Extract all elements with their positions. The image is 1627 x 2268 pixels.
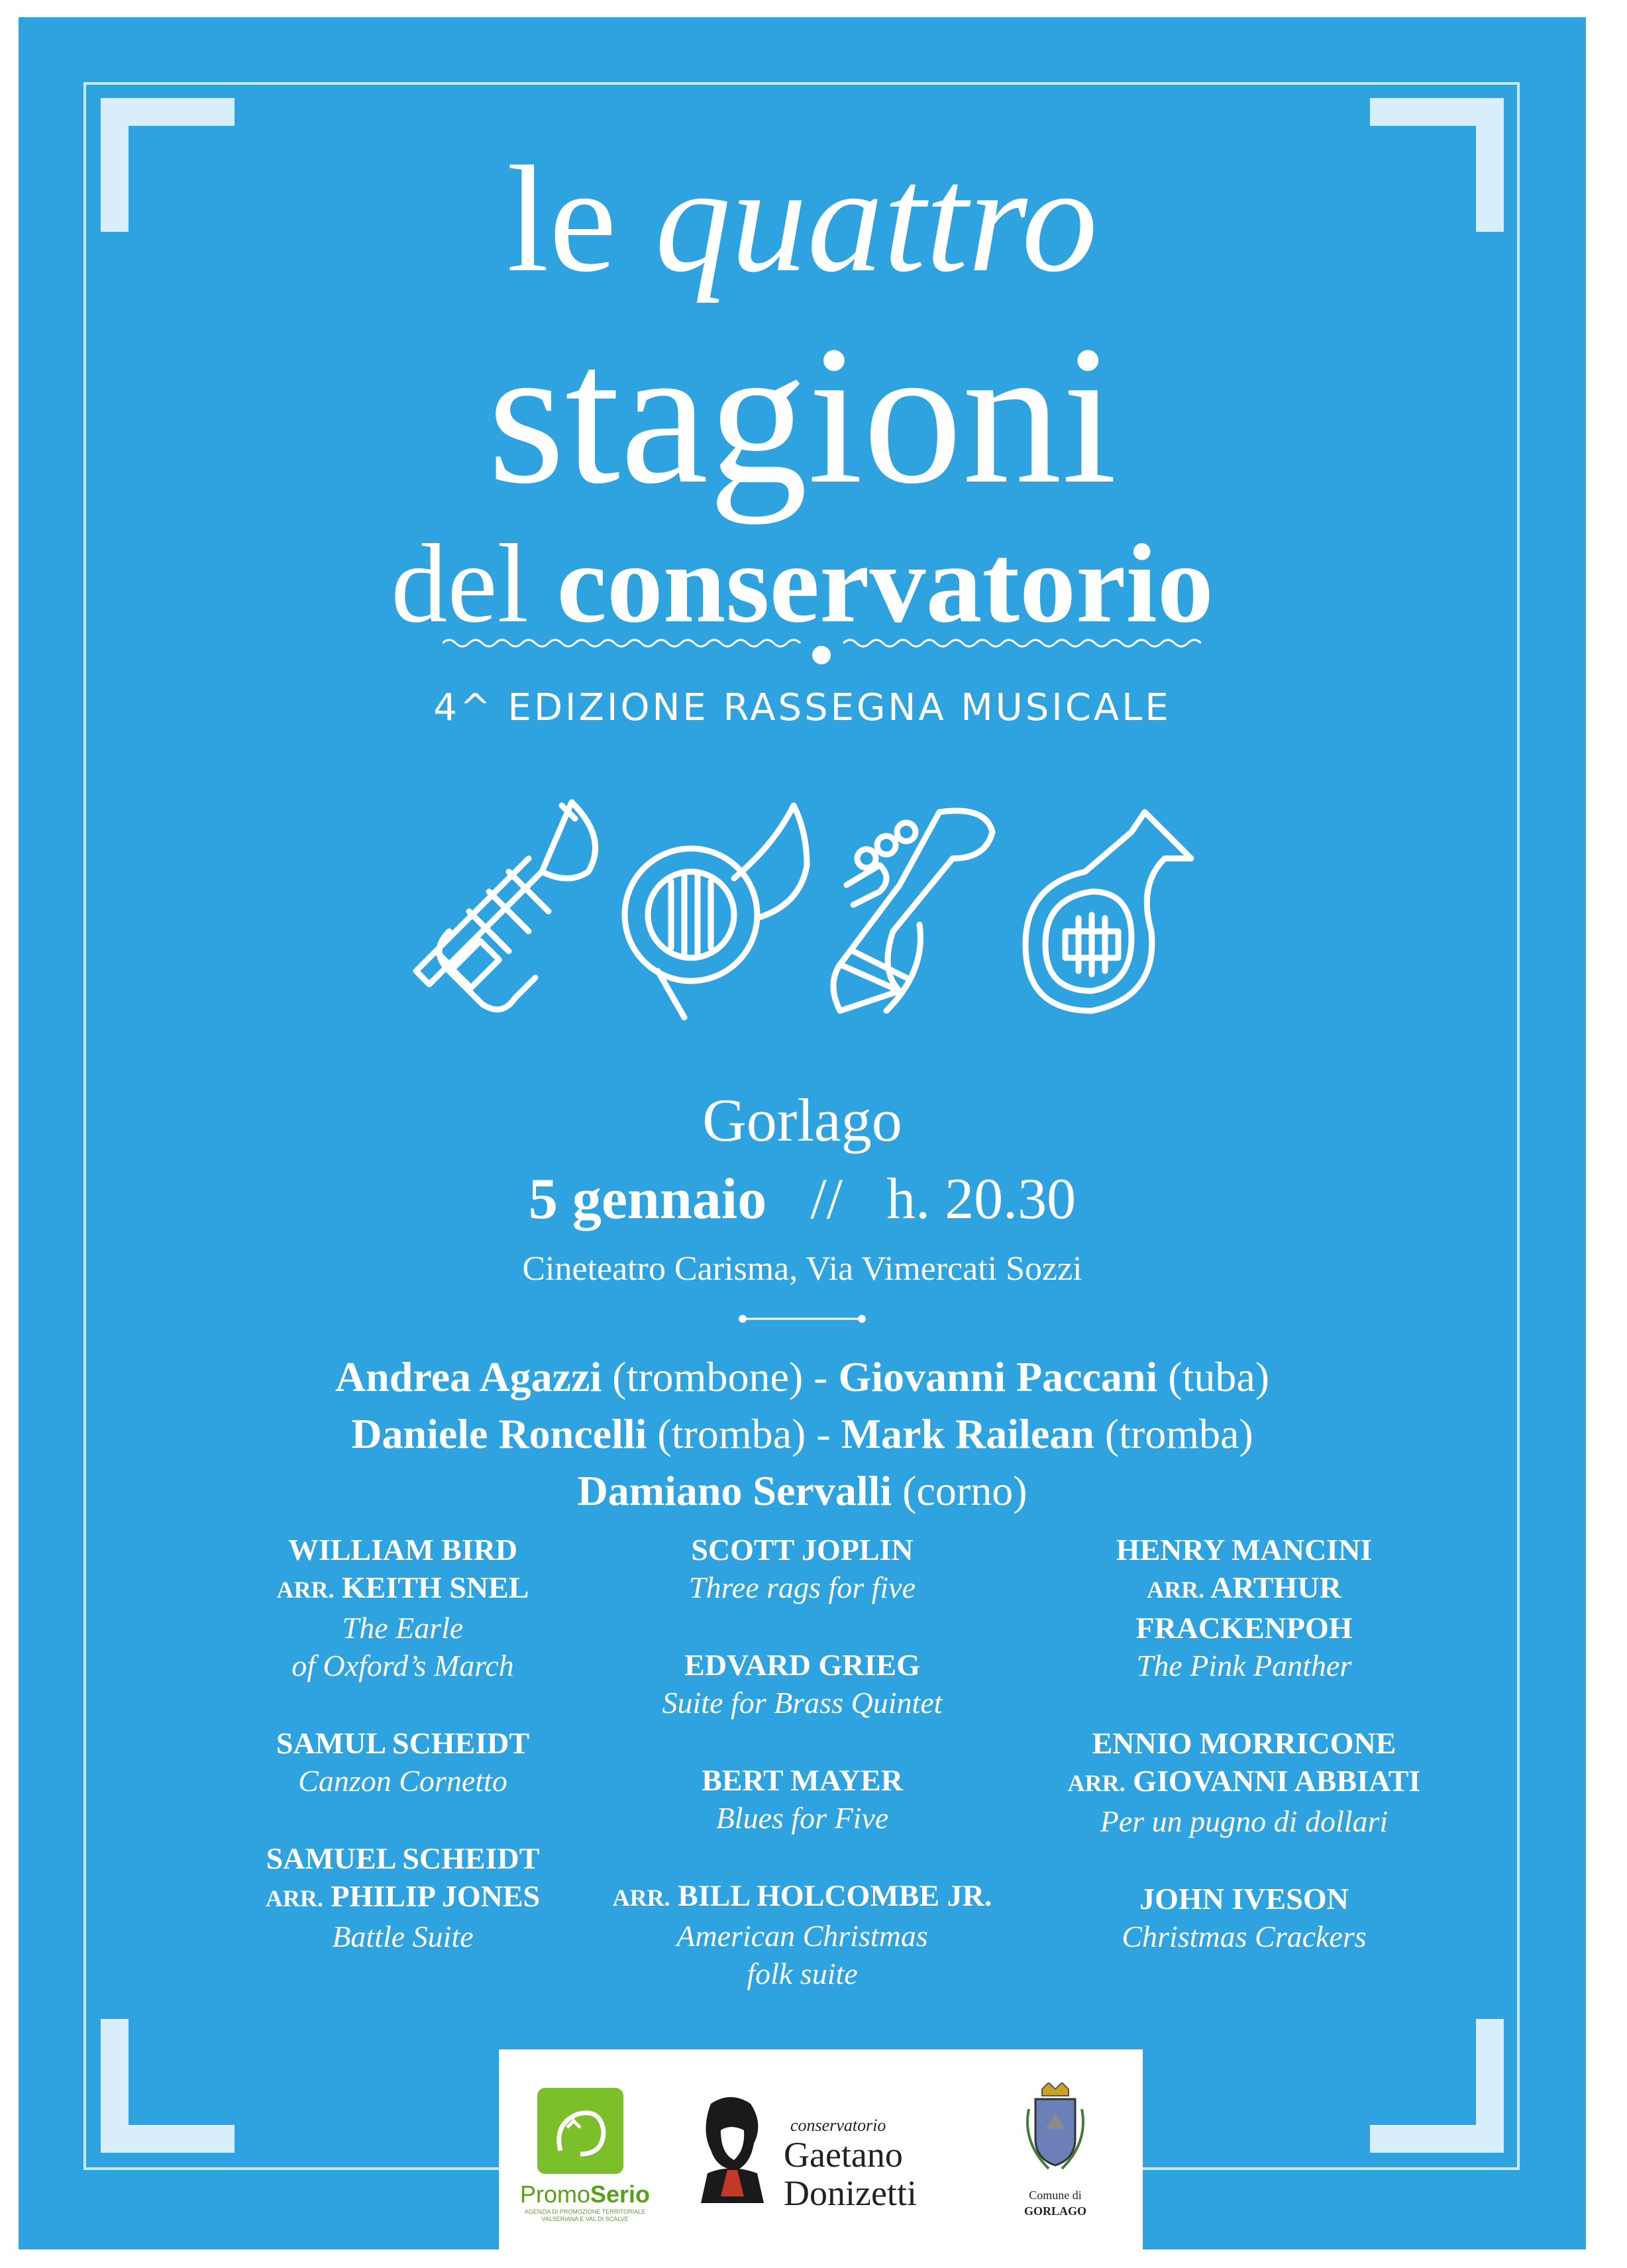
- title-del: del: [391, 521, 529, 646]
- piece-title: The Earle: [342, 1611, 464, 1645]
- brass-instruments-illustration: [409, 799, 1231, 1024]
- musicians-line-2: [19, 1406, 1586, 1463]
- french-horn-icon: [625, 805, 807, 1017]
- title-line-3: [19, 521, 1586, 646]
- poster: [19, 17, 1586, 2249]
- piece-title: folk suite: [747, 1957, 858, 1990]
- composer: SAMUEL SCHEIDT: [266, 1841, 540, 1875]
- arranger-name: KEITH SNEL: [342, 1571, 529, 1604]
- musician-instrument: (tuba): [1168, 1353, 1270, 1400]
- musicians-line-1: [19, 1349, 1586, 1406]
- arranger-name: ARTHUR: [1210, 1571, 1341, 1604]
- event-date: 5 gennaio: [528, 1167, 767, 1231]
- gorlago-crest-icon: [1022, 2083, 1088, 2175]
- composer: ENNIO MORRICONE: [1092, 1726, 1396, 1760]
- event-date-time: [19, 1166, 1586, 1233]
- piece-title: Per un pugno di dollari: [1100, 1804, 1389, 1838]
- program-piece: [1012, 1531, 1476, 1684]
- piece-title: Blues for Five: [715, 1801, 889, 1835]
- program-column-3: [1012, 1531, 1476, 1995]
- donizetti-portrait-icon: [691, 2090, 770, 2203]
- title-le: le: [506, 134, 617, 303]
- promoserio-mark-icon: [537, 2088, 623, 2174]
- dash: -: [814, 1353, 828, 1400]
- musician-name: Mark Railean: [841, 1410, 1094, 1457]
- arr-label: ARR.: [612, 1884, 670, 1911]
- conservatorio-logo[interactable]: [691, 2049, 943, 2249]
- program-piece: [171, 1839, 635, 1955]
- musician-name: Giovanni Paccani: [838, 1353, 1158, 1400]
- composer: BERT MAYER: [702, 1763, 903, 1797]
- conservatorio-name-2: Donizetti: [784, 2173, 917, 2213]
- arranger-name: BILL HOLCOMBE JR.: [678, 1879, 992, 1912]
- comune-gorlago-logo[interactable]: [989, 2049, 1122, 2249]
- musicians-list: [19, 1349, 1586, 1520]
- program-piece: [570, 1531, 1034, 1606]
- tuba-icon: [1025, 812, 1191, 1011]
- piece-title: Three rags for five: [689, 1571, 916, 1604]
- program-piece: [1012, 1880, 1476, 1955]
- corner-bottom-right: [1370, 2019, 1504, 2153]
- program-piece: [570, 1877, 1034, 1992]
- program-piece: [570, 1646, 1034, 1722]
- musician-instrument: (corno): [902, 1467, 1027, 1514]
- musician-instrument: (tromba): [1104, 1410, 1253, 1457]
- musician-instrument: (tromba): [657, 1410, 806, 1457]
- musicians-line-3: [19, 1463, 1586, 1520]
- comune-name: GORLAGO: [1023, 2204, 1086, 2218]
- composer: WILLIAM BIRD: [288, 1533, 518, 1567]
- conservatorio-label: conservatorio: [790, 2116, 886, 2135]
- event-town: Gorlago: [702, 1086, 902, 1154]
- musician-name: Andrea Agazzi: [335, 1353, 602, 1400]
- arr-label: ARR.: [276, 1576, 335, 1603]
- piece-title: Canzon Cornetto: [298, 1764, 507, 1798]
- arranger: [1012, 1762, 1476, 1802]
- wave-divider: [443, 630, 1201, 676]
- arranger: [171, 1877, 635, 1918]
- edition-subtitle: 4^ EDIZIONE RASSEGNA MUSICALE: [433, 686, 1171, 729]
- piece-title: American Christmas: [676, 1919, 928, 1953]
- dot-line-separator: [736, 1312, 868, 1325]
- event-venue: Cineteatro Carisma, Via Vimercati Sozzi: [522, 1250, 1082, 1288]
- arranger: [570, 1877, 1034, 1917]
- comune-label: Comune di: [1029, 2189, 1082, 2202]
- program-column-2: [570, 1531, 1034, 2032]
- composer: JOHN IVESON: [1139, 1882, 1349, 1916]
- trumpet-icon: [416, 802, 596, 1009]
- program-piece: [171, 1724, 635, 1800]
- piece-title: of Oxford’s March: [291, 1649, 514, 1682]
- promoserio-logo[interactable]: [519, 2049, 651, 2249]
- arranger: [171, 1569, 635, 1609]
- promoserio-name: PromoSerio: [519, 2181, 651, 2208]
- promoserio-subtitle: AGENZIA DI PROMOZIONE TERRITORIALE VALSERIANA E VAL DI SCALVE: [524, 2208, 646, 2222]
- event-separator: //: [810, 1167, 843, 1231]
- musician-name: Daniele Roncelli: [351, 1410, 647, 1457]
- arr-label: ARR.: [265, 1885, 323, 1912]
- piece-title: Battle Suite: [332, 1920, 474, 1953]
- arranger-name: FRACKENPOH: [1135, 1611, 1353, 1645]
- title-line-2: stagioni: [488, 305, 1117, 525]
- event-time: h. 20.30: [886, 1167, 1076, 1231]
- musician-instrument: (trombone): [612, 1353, 804, 1400]
- musician-name: Damiano Servalli: [577, 1467, 892, 1514]
- piece-title: Christmas Crackers: [1122, 1920, 1367, 1953]
- composer: HENRY MANCINI: [1116, 1533, 1373, 1567]
- composer: EDVARD GRIEG: [684, 1648, 920, 1682]
- arr-label: ARR.: [1067, 1770, 1126, 1796]
- composer: SCOTT JOPLIN: [691, 1533, 914, 1567]
- title-conservatorio: conservatorio: [556, 521, 1214, 646]
- corner-bottom-left: [101, 2019, 235, 2153]
- euphonium-icon: [833, 811, 992, 1011]
- program-piece: [171, 1531, 635, 1684]
- conservatorio-name-1: Gaetano: [784, 2135, 903, 2175]
- piece-title: The Pink Panther: [1136, 1649, 1352, 1682]
- sponsor-logos-bar: [499, 2049, 1143, 2249]
- arr-label: ARR.: [1147, 1576, 1205, 1603]
- piece-title: Suite for Brass Quintet: [662, 1686, 943, 1720]
- program-piece: [1012, 1724, 1476, 1840]
- composer: SAMUL SCHEIDT: [276, 1726, 530, 1760]
- arranger: [1012, 1569, 1476, 1609]
- dash: -: [816, 1410, 831, 1457]
- arranger-name: GIOVANNI ABBIATI: [1133, 1764, 1421, 1798]
- arranger-name: PHILIP JONES: [331, 1879, 541, 1913]
- program-column-1: [171, 1531, 635, 1995]
- title-quattro: quattro: [655, 134, 1098, 303]
- program-piece: [570, 1761, 1034, 1837]
- title-line-1: [19, 134, 1586, 303]
